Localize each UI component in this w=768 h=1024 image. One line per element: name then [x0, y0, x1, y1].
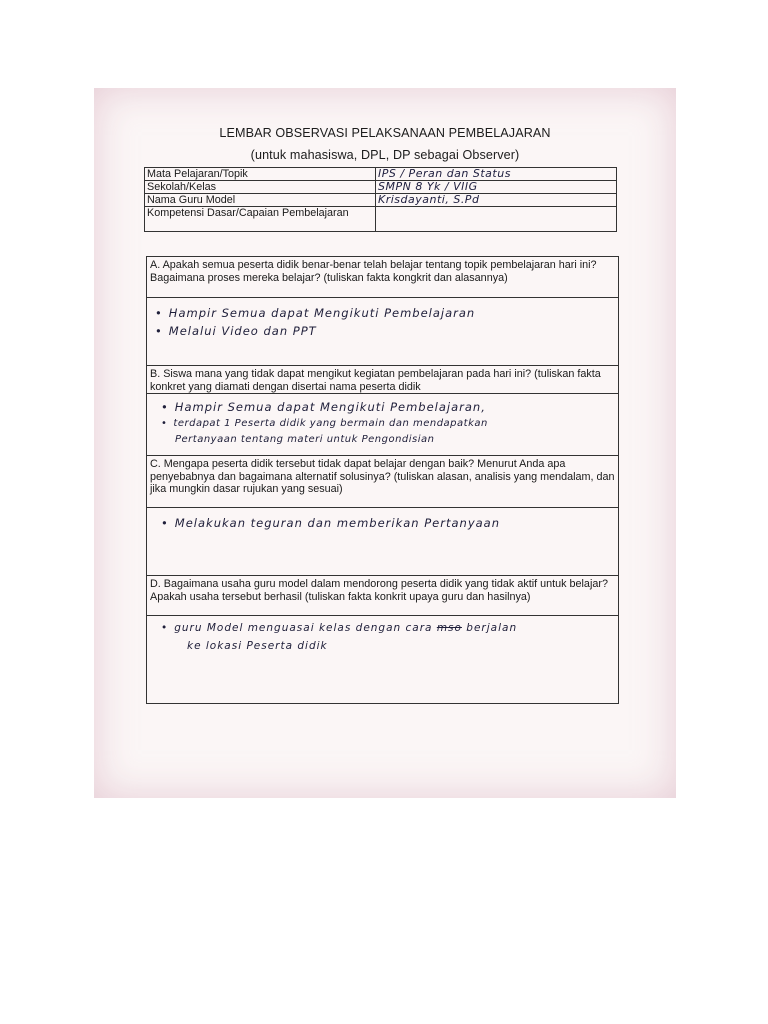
handwritten-answer: • Hampir Semua dapat Mengikuti Pembelajaran,: [161, 400, 486, 414]
info-label-subject: Mata Pelajaran/Topik: [145, 168, 376, 181]
question-text: B. Siswa mana yang tidak dapat mengikut kegiatan pembelajaran pada hari ini? (tuliskan fakta konkret yang diamati dengan disertai nama peserta didik: [147, 366, 618, 394]
info-row: [145, 194, 617, 207]
handwritten-answer: • terdapat 1 Peserta didik yang bermain dan mendapatkan: [161, 418, 488, 429]
info-label-competence: Kompetensi Dasar/Capaian Pembelajaran: [145, 207, 376, 232]
question-text: A. Apakah semua peserta didik benar-benar telah belajar tentang topik pembelajaran hari ini? Bagaimana proses mereka belajar? (tuliskan fakta kongkrit dan alasannya): [147, 257, 618, 298]
answer-area: [147, 616, 618, 703]
info-label-teacher: Nama Guru Model: [145, 194, 376, 207]
document-subtitle: (untuk mahasiswa, DPL, DP sebagai Observer): [250, 148, 520, 162]
answer-area: [147, 394, 618, 456]
info-table: [144, 167, 617, 232]
bullet-icon: •: [155, 324, 163, 338]
document-title: LEMBAR OBSERVASI PELAKSANAAN PEMBELAJARAN: [219, 126, 551, 140]
bullet-icon: •: [161, 400, 169, 414]
bullet-icon: •: [161, 622, 169, 634]
scanned-page: [94, 88, 676, 798]
info-label-school: Sekolah/Kelas: [145, 181, 376, 194]
question-block-b: [146, 365, 619, 456]
crossed-out-word: mso: [436, 622, 462, 634]
handwritten-answer: • Melakukan teguran dan memberikan Pertanyaan: [161, 516, 501, 530]
handwritten-answer: • Melalui Video dan PPT: [155, 324, 317, 338]
info-value-subject: IPS / Peran dan Status: [376, 168, 617, 181]
handwritten-answer: ke lokasi Peserta didik: [187, 640, 328, 652]
handwritten-answer: • Hampir Semua dapat Mengikuti Pembelajaran: [155, 306, 476, 320]
question-block-c: [146, 455, 619, 576]
bullet-icon: •: [161, 516, 169, 530]
info-row: [145, 207, 617, 232]
question-block-d: [146, 575, 619, 704]
handwritten-answer: Pertanyaan tentang materi untuk Pengondisian: [175, 434, 435, 445]
question-text: D. Bagaimana usaha guru model dalam mendorong peserta didik yang tidak aktif untuk belajar? Apakah usaha tersebut berhasil (tuliskan fakta konkrit upaya guru dan hasilnya): [147, 576, 618, 616]
answer-area: [147, 508, 618, 576]
info-value-school: SMPN 8 Yk / VIIG: [376, 181, 617, 194]
handwritten-answer: • guru Model menguasai kelas dengan cara mso berjalan: [161, 622, 518, 634]
question-text: C. Mengapa peserta didik tersebut tidak dapat belajar dengan baik? Menurut Anda apa penyebabnya dan bagaimana alternatif solusinya? (tuliskan alasan, analisis yang mendalam, dan jika mungkin dasar rujukan yang sesuai): [147, 456, 618, 508]
info-value-competence: [376, 207, 617, 232]
bullet-icon: •: [161, 418, 168, 429]
answer-area: [147, 298, 618, 366]
question-block-a: [146, 256, 619, 366]
info-row: [145, 181, 617, 194]
info-row: [145, 168, 617, 181]
info-value-teacher: Krisdayanti, S.Pd: [376, 194, 617, 207]
bullet-icon: •: [155, 306, 163, 320]
